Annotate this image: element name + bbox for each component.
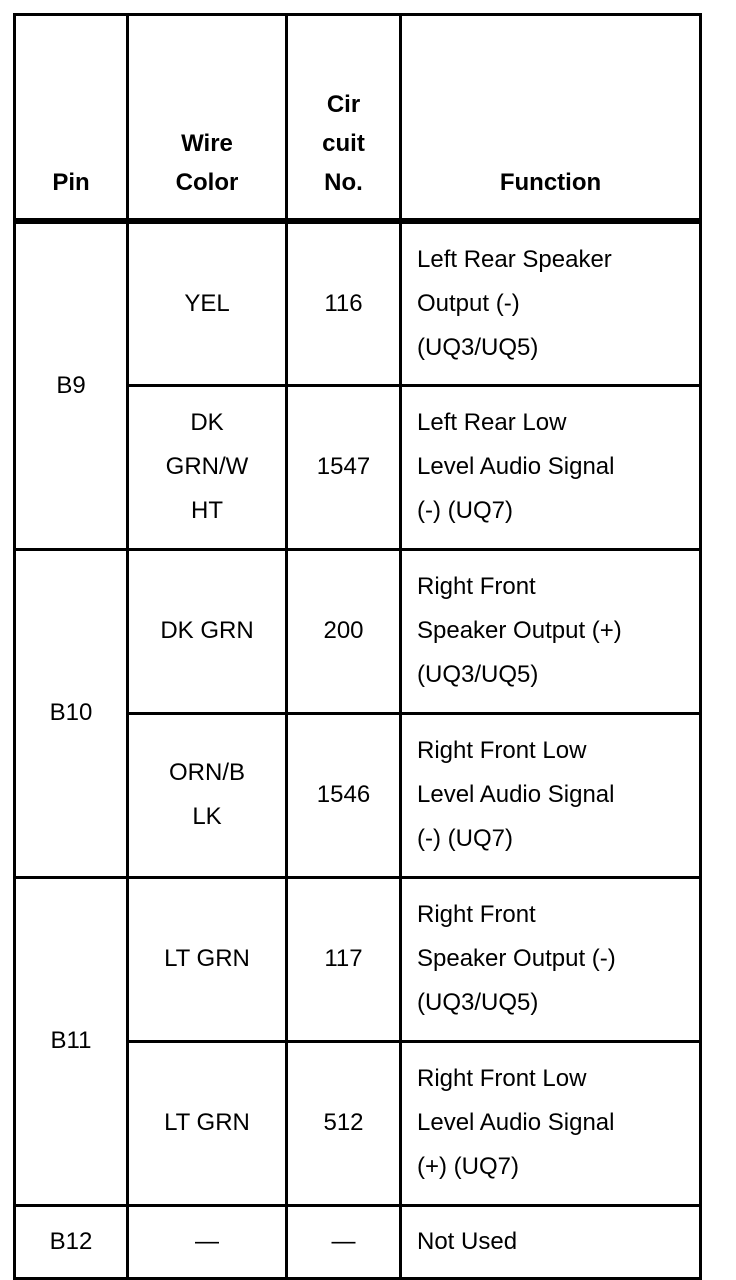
pinout-table xyxy=(13,13,702,1280)
pin-cell: B10 xyxy=(15,549,128,877)
pin-cell: B9 xyxy=(15,221,128,549)
table-row xyxy=(15,221,701,385)
wire-color-cell: — xyxy=(128,1205,287,1278)
table-row xyxy=(15,1205,701,1278)
function-cell: Right Front Speaker Output (+) (UQ3/UQ5) xyxy=(401,549,701,713)
wire-color-cell: DK GRN/W HT xyxy=(128,385,287,549)
wire-color-cell: LT GRN xyxy=(128,1041,287,1205)
header-pin: Pin xyxy=(15,15,128,222)
function-cell: Right Front Low Level Audio Signal (+) (UQ7) xyxy=(401,1041,701,1205)
function-cell: Not Used xyxy=(401,1205,701,1278)
table-row xyxy=(15,549,701,713)
header-row xyxy=(15,15,701,222)
circuit-cell: 512 xyxy=(287,1041,401,1205)
wire-color-cell: ORN/B LK xyxy=(128,713,287,877)
circuit-cell: 117 xyxy=(287,877,401,1041)
wire-color-cell: YEL xyxy=(128,221,287,385)
table-row xyxy=(15,877,701,1041)
wire-color-cell: LT GRN xyxy=(128,877,287,1041)
header-circuit-no: Cir cuit No. xyxy=(287,15,401,222)
wire-color-cell: DK GRN xyxy=(128,549,287,713)
circuit-cell: — xyxy=(287,1205,401,1278)
circuit-cell: 200 xyxy=(287,549,401,713)
function-cell: Right Front Low Level Audio Signal (-) (UQ7) xyxy=(401,713,701,877)
circuit-cell: 1547 xyxy=(287,385,401,549)
function-cell: Right Front Speaker Output (-) (UQ3/UQ5) xyxy=(401,877,701,1041)
function-cell: Left Rear Low Level Audio Signal (-) (UQ7) xyxy=(401,385,701,549)
circuit-cell: 1546 xyxy=(287,713,401,877)
circuit-cell: 116 xyxy=(287,221,401,385)
pin-cell: B11 xyxy=(15,877,128,1205)
pin-cell: B12 xyxy=(15,1205,128,1278)
header-wire-color: Wire Color xyxy=(128,15,287,222)
function-cell: Left Rear Speaker Output (-) (UQ3/UQ5) xyxy=(401,221,701,385)
header-function: Function xyxy=(401,15,701,222)
